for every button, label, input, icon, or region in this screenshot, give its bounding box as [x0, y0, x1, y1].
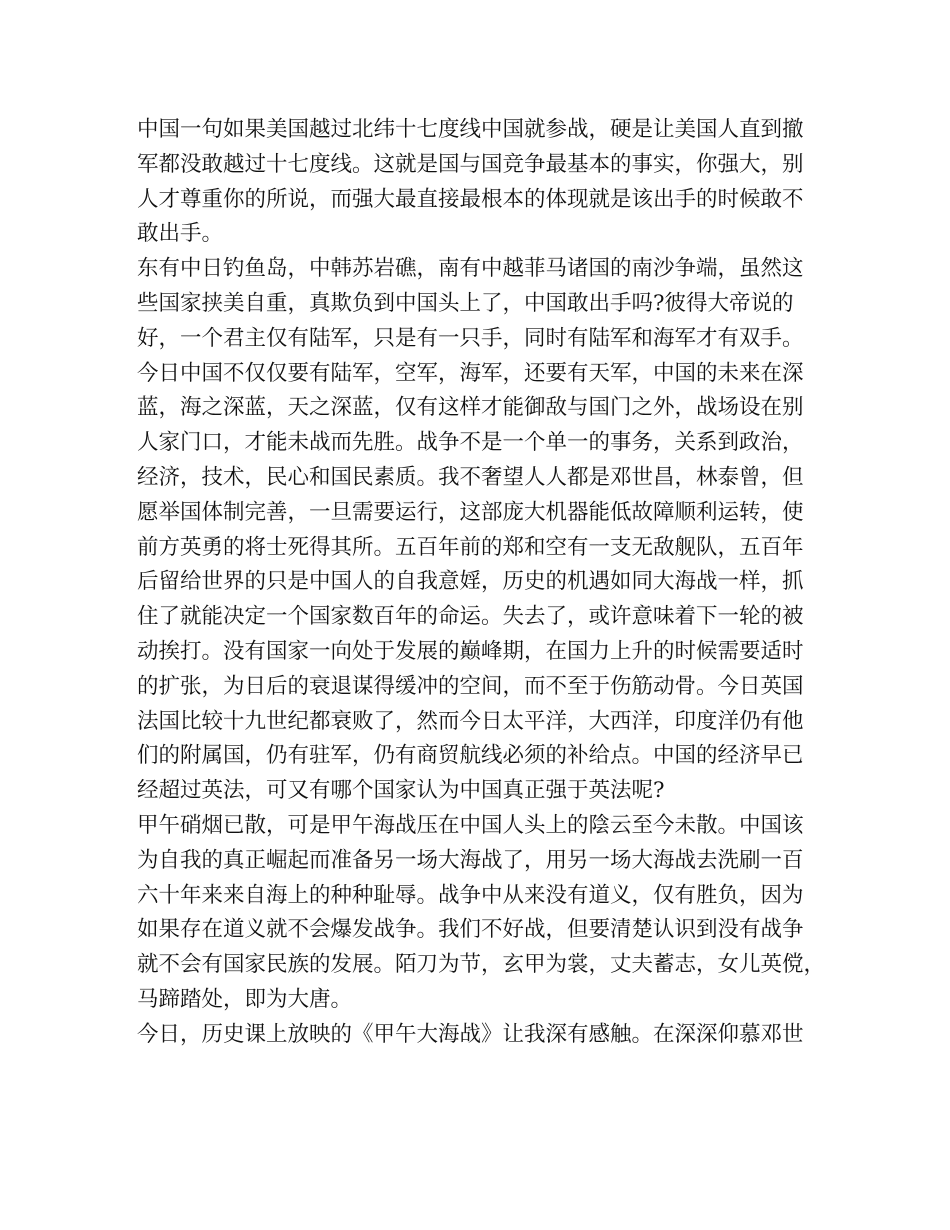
text-line: 愿举国体制完善，一旦需要运行，这部庞大机器能低故障顺利运转，使 [137, 499, 804, 525]
text-line: 六十年来来自海上的种种耻辱。战争中从来没有道义，仅有胜负，因为 [137, 882, 804, 908]
text-line: 住了就能决定一个国家数百年的命运。失去了，或许意味着下一轮的被 [137, 604, 804, 630]
text-line: 人家门口，才能未战而先胜。战争不是一个单一的事务，关系到政治， [137, 430, 804, 456]
text-line: 甲午硝烟已散，可是甲午海战压在中国人头上的陰云至今未散。中国该 [137, 812, 804, 838]
text-line: 如果存在道义就不会爆发战争。我们不好战，但要清楚认识到没有战争 [137, 917, 804, 943]
text-line: 后留给世界的只是中国人的自我意婬，历史的机遇如同大海战一样，抓 [137, 569, 804, 595]
text-line: 今日，历史课上放映的《甲午大海战》让我深有感触。在深深仰慕邓世 [137, 1021, 804, 1047]
text-line: 动挨打。没有国家一向处于发展的巅峰期，在国力上升的时候需要适时 [137, 638, 804, 664]
text-line: 蓝，海之深蓝，天之深蓝，仅有这样才能御敌与国门之外，战场设在别 [137, 395, 804, 421]
text-line: 马蹄踏处，即为大唐。 [137, 986, 353, 1012]
text-line: 法国比较十九世纪都衰败了，然而今日太平洋，大西洋，印度洋仍有他 [137, 708, 804, 734]
text-line: 东有中日钓鱼岛，中韩苏岩礁，南有中越菲马诸国的南沙争端，虽然这 [137, 256, 804, 282]
text-line: 敢出手。 [137, 221, 224, 247]
text-line: 经超过英法，可又有哪个国家认为中国真正强于英法呢? [137, 778, 665, 804]
text-line: 人才尊重你的所说，而强大最直接最根本的体现就是该出手的时候敢不 [137, 186, 804, 212]
text-line: 经济，技术，民心和国民素质。我不奢望人人都是邓世昌，林泰曾，但 [137, 464, 804, 490]
text-line: 军都没敢越过十七度线。这就是国与国竞争最基本的事实，你强大，别 [137, 151, 804, 177]
text-line: 今日中国不仅仅要有陆军，空军，海军，还要有天军，中国的未来在深 [137, 360, 804, 386]
text-line: 的扩张，为日后的衰退谋得缓冲的空间，而不至于伤筋动骨。今日英国 [137, 673, 804, 699]
text-line: 前方英勇的将士死得其所。五百年前的郑和空有一支无敌舰队，五百年 [137, 534, 804, 560]
text-line: 些国家挟美自重，真欺负到中国头上了，中国敢出手吗?彼得大帝说的 [137, 290, 794, 316]
text-line: 为自我的真正崛起而准备另一场大海战了，用另一场大海战去洗刷一百 [137, 847, 804, 873]
text-line: 好，一个君主仅有陆军，只是有一只手，同时有陆军和海军才有双手。 [137, 325, 804, 351]
body-text [137, 113, 827, 1053]
text-line: 就不会有国家民族的发展。陌刀为节，玄甲为裳，丈夫蓄志，女儿英傥， [137, 952, 826, 978]
text-line: 中国一句如果美国越过北纬十七度线中国就参战，硬是让美国人直到撤 [137, 117, 804, 142]
text-line: 们的附属国，仍有驻军，仍有商贸航线必须的补给点。中国的经济早已 [137, 743, 804, 769]
